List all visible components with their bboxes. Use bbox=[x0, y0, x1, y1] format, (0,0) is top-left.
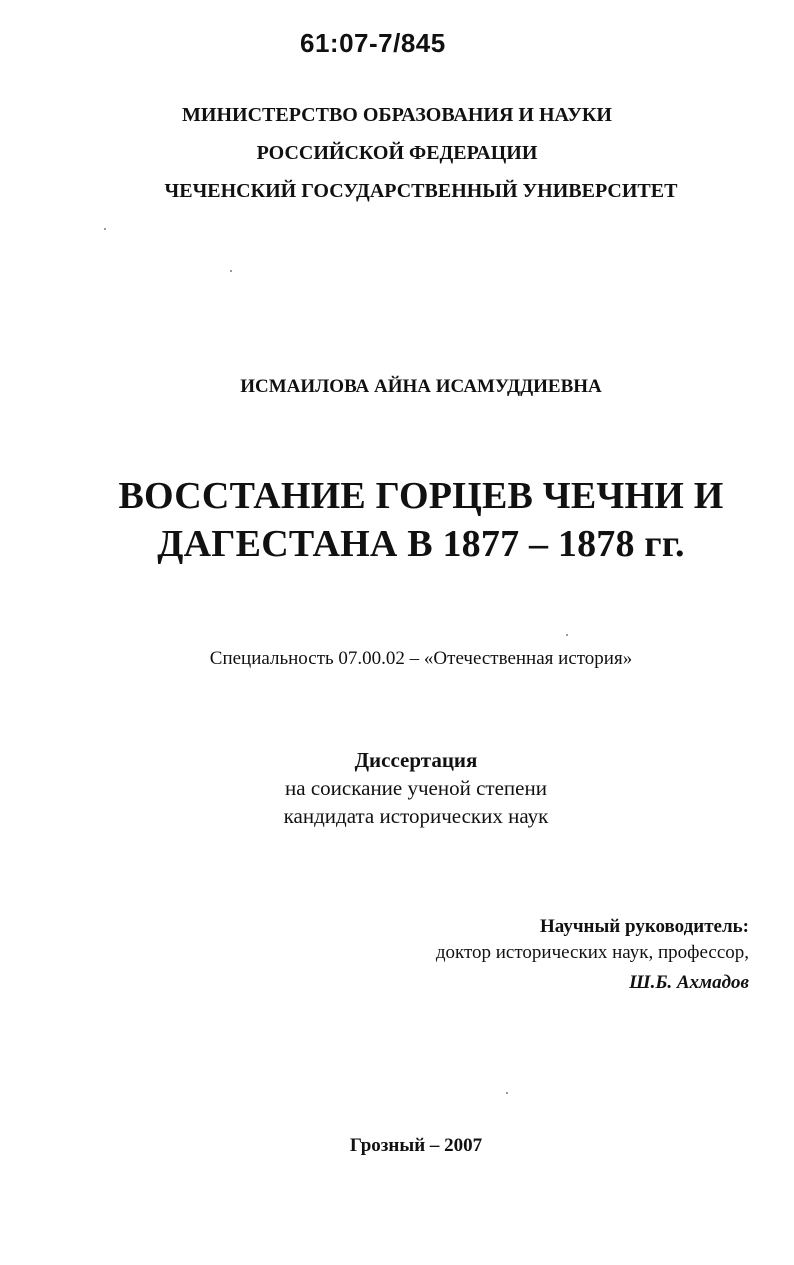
scan-speck bbox=[104, 228, 106, 230]
thesis-title-line-2: ДАГЕСТАНА В 1877 – 1878 гг. bbox=[157, 523, 685, 565]
federation-line: РОССИЙСКОЙ ФЕДЕРАЦИИ bbox=[256, 142, 538, 164]
dissertation-heading: Диссертация bbox=[354, 748, 478, 772]
scan-speck bbox=[506, 1092, 508, 1094]
advisor-degree: доктор исторических наук, профессор, bbox=[435, 942, 749, 963]
specialty-line: Специальность 07.00.02 – «Отечественная история» bbox=[209, 648, 633, 669]
thesis-title-line-1: ВОССТАНИЕ ГОРЦЕВ ЧЕЧНИ И bbox=[118, 475, 724, 517]
ministry-line: МИНИСТЕРСТВО ОБРАЗОВАНИЯ И НАУКИ bbox=[182, 104, 612, 126]
archive-stamp-number: 61:07-7/845 bbox=[300, 28, 446, 58]
degree-purpose-line: на соискание ученой степени bbox=[285, 776, 547, 800]
advisor-name: Ш.Б. Ахмадов bbox=[629, 972, 749, 993]
degree-name-line: кандидата исторических наук bbox=[283, 804, 549, 828]
university-line: ЧЕЧЕНСКИЙ ГОСУДАРСТВЕННЫЙ УНИВЕРСИТЕТ bbox=[164, 180, 678, 202]
author-name: ИСМАИЛОВА АЙНА ИСАМУДДИЕВНА bbox=[240, 376, 602, 397]
city-year: Грозный – 2007 bbox=[349, 1135, 483, 1156]
scan-speck bbox=[230, 270, 232, 272]
advisor-label: Научный руководитель: bbox=[540, 916, 749, 937]
scan-speck bbox=[566, 634, 568, 636]
